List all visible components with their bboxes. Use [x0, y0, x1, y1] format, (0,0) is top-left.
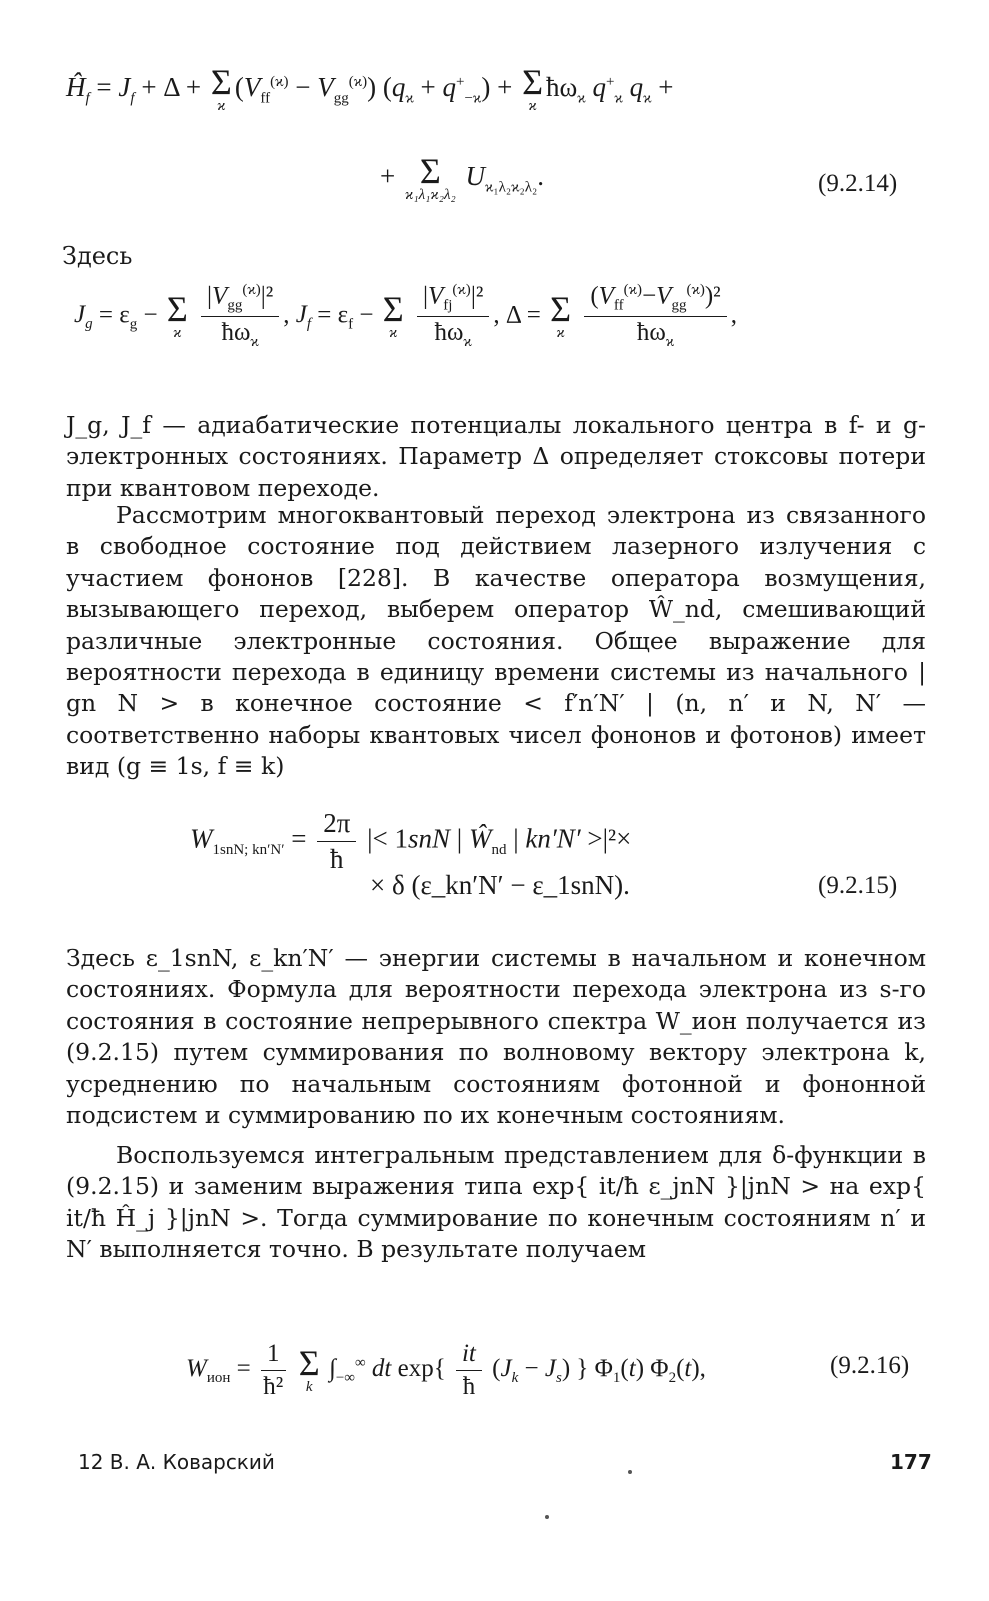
equation-9-2-16: $W_{ион}$ = $\frac{1}{\text{ħ²}}$ Σ k $\int_{-\infty}^\infty$ dt exp{ $\frac{it}{ħ}$ $(J_k - J_s)$ } $\Phi_1(t)$ $\Phi_2(t)$, [186, 1340, 706, 1400]
paragraph-delta-function: Воспользуемся интегральным представлением для δ-функции в (9.2.15) и заменим выражения типа exp{ it/ħ ε_jnN }|jnN > на exp{ it/ħ Ĥ_j }|jnN >. Тогда суммирование по конечным состояниям n′ и N′ выполняется точно. В результате получаем [66, 1141, 926, 1264]
paragraph-potentials: J_g, J_f — адиабатические потенциалы локального центра в f- и g-электронных состояниях. Параметр Δ определяет стоксовы потери при квантовом переходе. [66, 411, 926, 502]
footer-signature: 12 В. А. Коварский [78, 1450, 275, 1474]
equation-9-2-14-line1: $Ĥ_f = J_f + \Delta$ + Σ ϰ $(V_{ff}^{(ϰ)} - V_{gg}^{(ϰ)}) (q_ϰ + q^+_{-ϰ})$ + Σ ϰ $ħ\omega_ϰ$ $q^+_ϰ$ $q_ϰ$ + [66, 62, 674, 114]
paragraph-transition: Рассмотрим многоквантовый переход электрона из связанного в свободное состояние под действием лазерного излучения с участием фононов [228]. В качестве оператора возмущения, вызывающего переход, выберем оператор Ŵ_nd, смешивающий различные электронные состояния. Общее выражение для вероятности перехода в единицу времени системы из начального | gn N > в конечное состояние < f′n′N′ | (n, n′ и N, N′ — соответственно наборы квантовых чисел фононов и фотонов) имеет вид (g ≡ 1s, f ≡ k) [66, 501, 926, 781]
speck-mark [628, 1470, 632, 1474]
equation-definitions: $J_g = \varepsilon_g$ − Σ ϰ $\frac{|V_{gg}^{(ϰ)}|^2}{ħ\omega_ϰ}$ , $J_f = \varepsilon_f$ − Σ ϰ $\frac{|V_{fj}^{(ϰ)}|^2}{ħ\omega_ϰ}$ , Δ = Σ ϰ $\frac{(V_{ff}^{(ϰ)}-V_{gg}^{(ϰ)})^2}{ħ\omega_ϰ}$ , [74, 282, 737, 351]
page-number: 177 [890, 1450, 932, 1474]
equation-9-2-15-line1: $W_{1snN; kn'N'}$ = $\frac{2\pi}{ħ}$ |< 1snN | $Ŵ_{nd}$ | kn′N′ >|²× [190, 808, 632, 874]
zdes-label: Здесь [62, 242, 133, 270]
equation-number-9-2-15: (9.2.15) [818, 872, 898, 899]
equation-9-2-14-line2: + Σ ϰ₁λ₁ϰ₂λ₂ $U_{ϰ_1\lambda_2ϰ_2\lambda_2}$. [380, 151, 544, 203]
equation-9-2-15-line2: × δ (ε_kn′N′ − ε_1snN). [370, 870, 630, 900]
paragraph-energies: Здесь ε_1snN, ε_kn′N′ — энергии системы в начальном и конечном состояниях. Формула для вероятности перехода электрона из s-го состояния в состояние непрерывного спектра W_ион получается из (9.2.15) путем суммирования по волновому вектору электрона k, усреднению по начальным состояниям фотонной и фононной подсистем и суммированию по их конечным состояниям. [66, 944, 926, 1130]
equation-number-9-2-16: (9.2.16) [830, 1352, 910, 1379]
equation-number-9-2-14: (9.2.14) [818, 170, 898, 197]
speck-mark [545, 1515, 549, 1519]
